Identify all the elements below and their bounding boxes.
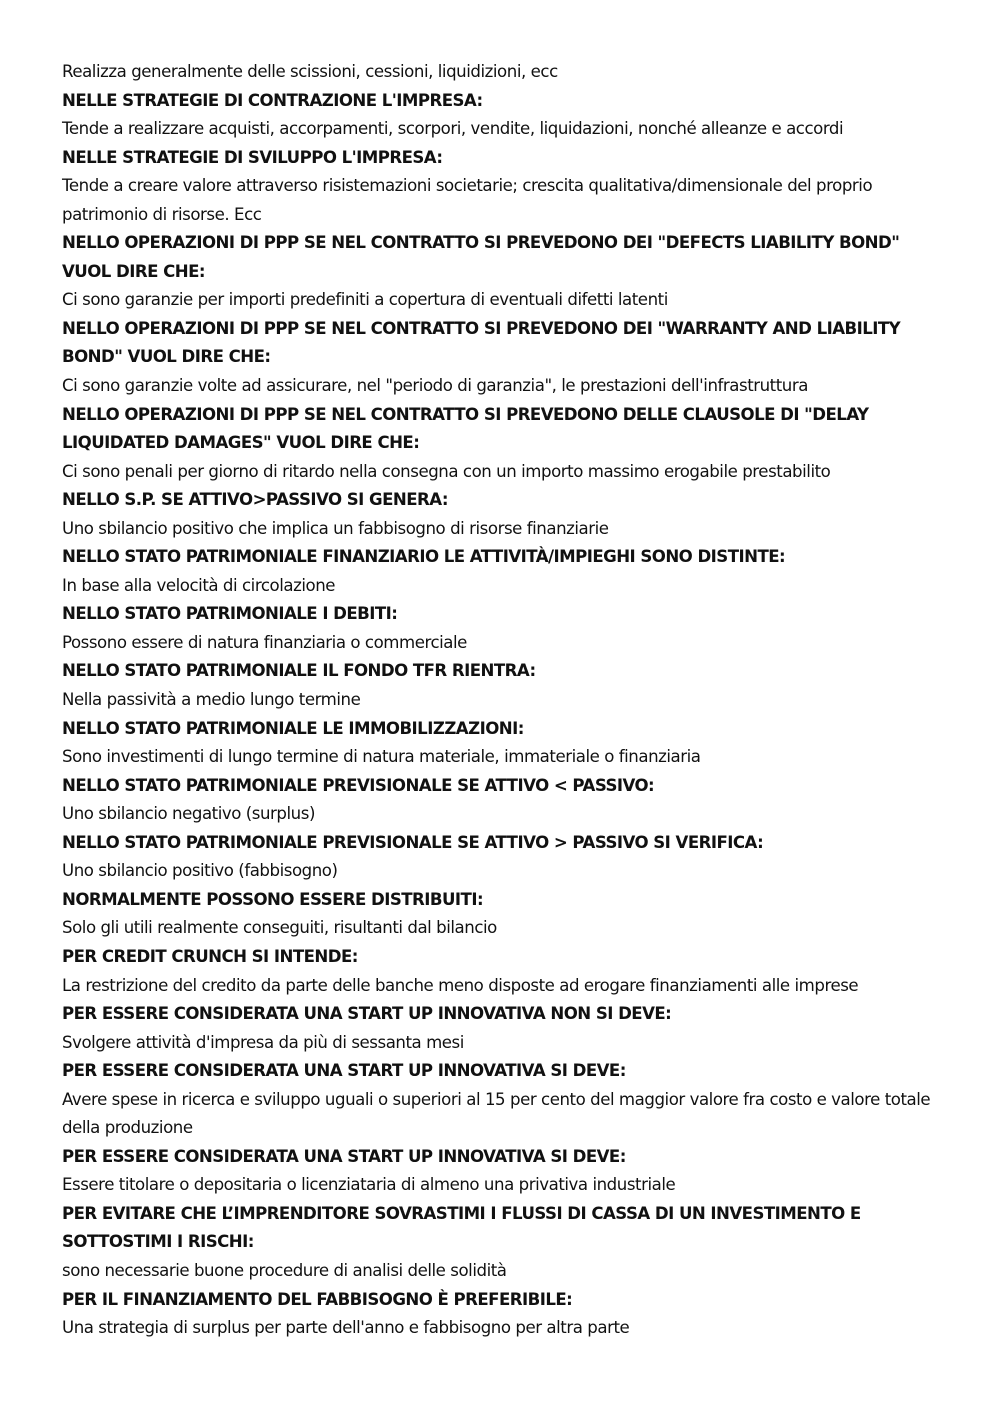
answer-text: Svolgere attività d'impresa da più di sessanta mesi (62, 1032, 464, 1052)
answer-text: Uno sbilancio positivo che implica un fabbisogno di risorse finanziarie (62, 518, 609, 538)
answer-text: sono necessarie buone procedure di analisi delle solidità (62, 1260, 507, 1280)
question-heading: NELLO STATO PATRIMONIALE PREVISIONALE SE ATTIVO > PASSIVO SI VERIFICA: (62, 832, 764, 852)
question-heading: PER ESSERE CONSIDERATA UNA START UP INNOVATIVA SI DEVE: (62, 1146, 626, 1166)
answer-text: Ci sono penali per giorno di ritardo nella consegna con un importo massimo erogabile prestabilito (62, 461, 831, 481)
answer-text: Realizza generalmente delle scissioni, cessioni, liquidizioni, ecc (62, 62, 558, 81)
answer-text: In base alla velocità di circolazione (62, 575, 336, 595)
answer-text: Possono essere di natura finanziaria o commerciale (62, 632, 467, 652)
question-heading: NELLO STATO PATRIMONIALE PREVISIONALE SE ATTIVO < PASSIVO: (62, 775, 655, 795)
question-heading: PER CREDIT CRUNCH SI INTENDE: (62, 946, 358, 966)
answer-text: Uno sbilancio positivo (fabbisogno) (62, 861, 338, 881)
question-heading: NELLO OPERAZIONI DI PPP SE NEL CONTRATTO SI PREVEDONO DEI "WARRANTY AND LIABILITY BOND" VUOL DIRE CHE: (62, 318, 901, 367)
answer-text: Avere spese in ricerca e sviluppo uguali o superiori al 15 per cento del maggior valore fra costo e valore totale della produzione (62, 1089, 931, 1138)
document-page (62, 58, 942, 1343)
answer-text: Tende a creare valore attraverso risistemazioni societarie; crescita qualitativa/dimensionale del proprio patrimonio di risorse. Ecc (62, 176, 873, 224)
answer-text: Ci sono garanzie per importi predefiniti a copertura di eventuali difetti latenti (62, 290, 668, 310)
question-heading: NORMALMENTE POSSONO ESSERE DISTRIBUITI: (62, 889, 484, 909)
answer-text: Sono investimenti di lungo termine di natura materiale, immateriale o finanziaria (62, 747, 701, 767)
question-heading: NELLE STRATEGIE DI CONTRAZIONE L'IMPRESA: (62, 90, 483, 110)
answer-text: Solo gli utili realmente conseguiti, risultanti dal bilancio (62, 918, 497, 938)
answer-text: Uno sbilancio negativo (surplus) (62, 804, 315, 824)
answer-text: Nella passività a medio lungo termine (62, 690, 361, 710)
question-heading: NELLO STATO PATRIMONIALE I DEBITI: (62, 604, 398, 624)
question-heading: NELLO STATO PATRIMONIALE FINANZIARIO LE ATTIVITÀ/IMPIEGHI SONO DISTINTE: (62, 547, 786, 567)
question-heading: PER IL FINANZIAMENTO DEL FABBISOGNO È PREFERIBILE: (62, 1289, 573, 1309)
question-heading: NELLO STATO PATRIMONIALE LE IMMOBILIZZAZIONI: (62, 718, 524, 738)
question-heading: NELLO OPERAZIONI DI PPP SE NEL CONTRATTO SI PREVEDONO DELLE CLAUSOLE DI "DELAY LIQUIDATED DAMAGES" VUOL DIRE CHE: (62, 404, 869, 453)
question-heading: NELLO S.P. SE ATTIVO>PASSIVO SI GENERA: (62, 490, 448, 510)
question-heading: PER EVITARE CHE L’IMPRENDITORE SOVRASTIMI I FLUSSI DI CASSA DI UN INVESTIMENTO E SOTTOSTIMI I RISCHI: (62, 1203, 861, 1252)
question-heading: PER ESSERE CONSIDERATA UNA START UP INNOVATIVA NON SI DEVE: (62, 1004, 672, 1024)
answer-text: Essere titolare o depositaria o licenziataria di almeno una privativa industriale (62, 1175, 676, 1195)
question-heading: NELLE STRATEGIE DI SVILUPPO L'IMPRESA: (62, 147, 443, 167)
answer-text: La restrizione del credito da parte delle banche meno disposte ad erogare finanziamenti alle imprese (62, 975, 859, 995)
question-heading: NELLO OPERAZIONI DI PPP SE NEL CONTRATTO SI PREVEDONO DEI "DEFECTS LIABILITY BOND" VUOL DIRE CHE: (62, 233, 900, 281)
question-heading: PER ESSERE CONSIDERATA UNA START UP INNOVATIVA SI DEVE: (62, 1061, 626, 1081)
answer-text: Una strategia di surplus per parte dell'anno e fabbisogno per altra parte (62, 1318, 630, 1338)
question-heading: NELLO STATO PATRIMONIALE IL FONDO TFR RIENTRA: (62, 661, 536, 681)
answer-text: Ci sono garanzie volte ad assicurare, nel "periodo di garanzia", le prestazioni dell'infrastruttura (62, 376, 808, 396)
answer-text: Tende a realizzare acquisti, accorpamenti, scorpori, vendite, liquidazioni, nonché alleanze e accordi (62, 119, 844, 139)
